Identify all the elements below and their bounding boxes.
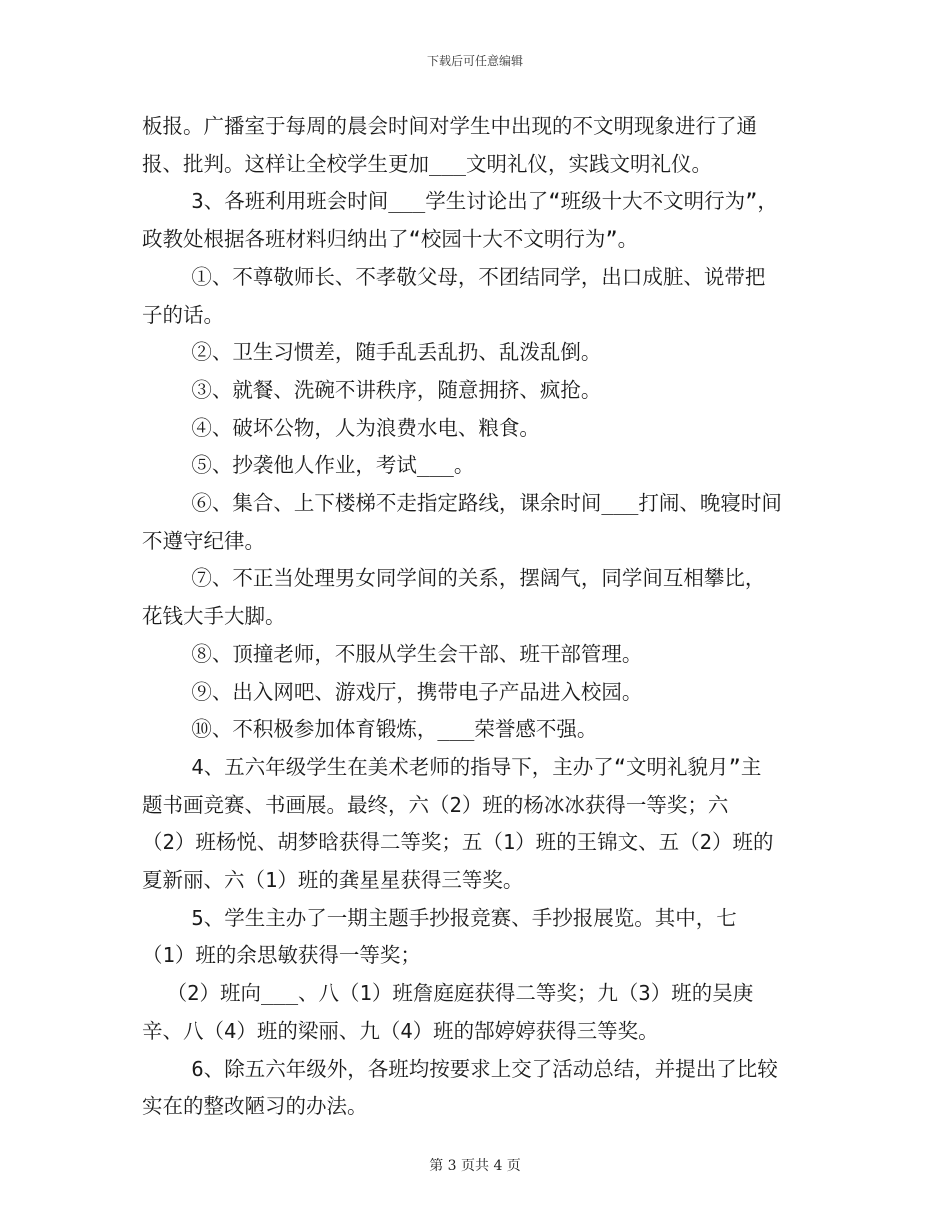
list-item: 不遵守纪律。 — [142, 528, 265, 553]
list-item: ⑨、出入网吧、游戏厅，携带电子产品进入校园。 — [142, 679, 643, 704]
list-item: 花钱大手大脚。 — [142, 604, 286, 629]
page-footer: 第 3 页共 4 页 — [429, 1158, 521, 1174]
paragraph: 报、批判。这样让全校学生更加___文明礼仪，实践文明礼仪。 — [142, 151, 713, 176]
list-item: ⑦、不正当处理男女同学间的关系，摆阔气，同学间互相攀比， — [142, 566, 766, 591]
paragraph: 3、各班利用班会时间___学生讨论出了“班级十大不文明行为”， — [142, 189, 778, 214]
list-item: ⑥、集合、上下楼梯不走指定路线，课余时间___打闹、晚寝时间 — [142, 491, 782, 516]
list-item: ③、就餐、洗碗不讲秩序，随意拥挤、疯抢。 — [142, 377, 602, 402]
list-item: ⑧、顶撞老师，不服从学生会干部、班干部管理。 — [142, 641, 643, 666]
paragraph: 6、除五六年级外，各班均按要求上交了活动总结，并提出了比较 — [142, 1056, 778, 1081]
paragraph: 夏新丽、六（1）班的龚星星获得三等奖。 — [142, 868, 524, 893]
document-body — [142, 108, 808, 1126]
paragraph: 政教处根据各班材料归纳出了“校园十大不文明行为”。 — [142, 227, 639, 252]
paragraph: 题书画竞赛、书画展。最终，六（2）班的杨冰冰获得一等奖；六 — [142, 792, 729, 817]
paragraph: （2）班向___、八（1）班詹庭庭获得二等奖；九（3）班的吴庚 — [142, 981, 754, 1006]
list-item: 子的话。 — [142, 302, 224, 327]
paragraph: 实在的整改陋习的办法。 — [142, 1094, 368, 1119]
page-header: 下载后可任意编辑 — [426, 54, 523, 68]
paragraph: 4、五六年级学生在美术老师的指导下，主办了“文明礼貌月”主 — [142, 754, 762, 779]
list-item: ②、卫生习惯差，随手乱丢乱扔、乱泼乱倒。 — [142, 340, 602, 365]
list-item: ⑤、抄袭他人作业，考试___。 — [142, 453, 475, 478]
paragraph: 板报。广播室于每周的晨会时间对学生中出现的不文明现象进行了通 — [142, 114, 757, 138]
paragraph: 5、学生主办了一期主题手抄报竞赛、手抄报展览。其中，七 — [142, 905, 737, 930]
list-item: ⑩、不积极参加体育锻炼，___荣誉感不强。 — [142, 717, 598, 742]
paragraph: （1）班的余思敏获得一等奖； — [142, 943, 421, 968]
list-item: ④、破坏公物，人为浪费水电、粮食。 — [142, 415, 540, 440]
list-item: ①、不尊敬师长、不孝敬父母，不团结同学，出口成脏、说带把 — [142, 264, 766, 289]
paragraph: 辛、八（4）班的梁丽、九（4）班的郜婷婷获得三等奖。 — [142, 1018, 659, 1043]
paragraph: （2）班杨悦、胡梦晗获得二等奖；五（1）班的王锦文、五（2）班的 — [142, 830, 774, 855]
